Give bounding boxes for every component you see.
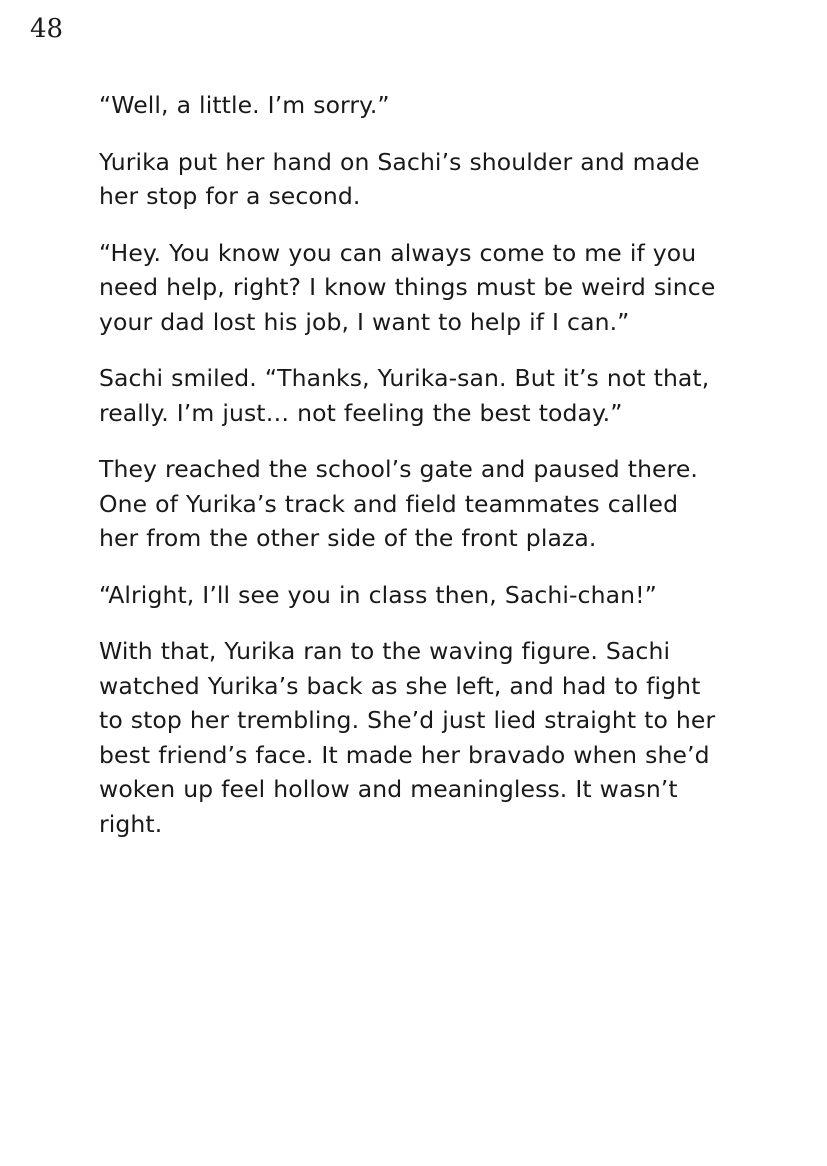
paragraph: With that, Yurika ran to the waving figure. Sachi watched Yurika’s back as she left, and had to fight to stop her trembling. She’d just lied straight to her best friend’s face. It made her bravado when she’d woken up feel hollow and meaningless. It wasn’t right. xyxy=(99,637,716,838)
paragraph: “Well, a little. I’m sorry.” xyxy=(99,91,390,119)
page-body-text xyxy=(99,88,724,841)
paragraph: “Hey. You know you can always come to me if you need help, right? I know things must be weird since your dad lost his job, I want to help if I can.” xyxy=(99,238,716,336)
page-number: 48 xyxy=(30,14,64,44)
paragraph: “Alright, I’ll see you in class then, Sachi-chan!” xyxy=(99,580,657,609)
paragraph: Sachi smiled. “Thanks, Yurika-san. But it’s not that, really. I’m just… not feeling the best today.” xyxy=(99,364,710,427)
paragraph: They reached the school’s gate and paused there. One of Yurika’s track and field teammates called her from the other side of the front plaza. xyxy=(99,455,698,552)
paragraph: Yurika put her hand on Sachi’s shoulder and made her stop for a second. xyxy=(99,147,700,210)
